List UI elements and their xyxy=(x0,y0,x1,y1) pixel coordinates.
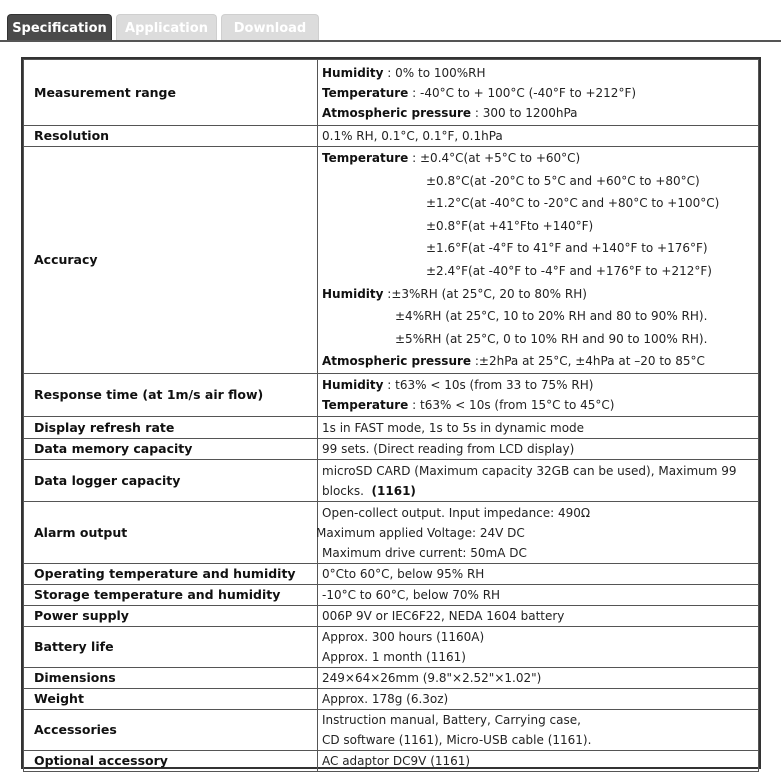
humidity-label: Humidity xyxy=(322,378,384,392)
tab-specification[interactable]: Specification xyxy=(7,14,112,40)
accuracy-line: :±2hPa at 25°C, ±4hPa at –20 to 85°C xyxy=(471,354,705,369)
row-label: Weight xyxy=(24,689,318,710)
response-line: : t63% < 10s (from 33 to 75% RH) xyxy=(383,378,594,392)
row-label: Response time (at 1m/s air flow) xyxy=(24,374,318,417)
row-value: 99 sets. (Direct reading from LCD display) xyxy=(318,439,759,460)
table-row xyxy=(24,439,759,460)
accuracy-line: ±0.8°C(at -20°C to 5°C and +60°C to +80°C) xyxy=(426,173,700,188)
tab-underline xyxy=(0,40,781,42)
row-label: Operating temperature and humidity xyxy=(24,564,318,585)
response-line: : t63% < 10s (from 15°C to 45°C) xyxy=(408,398,615,412)
tab-application[interactable]: Application xyxy=(116,14,217,40)
table-row xyxy=(24,460,759,502)
row-label: Accessories xyxy=(24,710,318,751)
accuracy-line: ±2.4°F(at -40°F to -4°F and +176°F to +212°F) xyxy=(426,264,712,278)
accuracy-line: :±3%RH (at 25°C, 20 to 80% RH) xyxy=(383,286,587,301)
battery-line: Approx. 300 hours (1160A) xyxy=(322,630,485,644)
accuracy-line: : ±0.4°C(at +5°C to +60°C) xyxy=(408,151,581,166)
row-value xyxy=(318,147,759,374)
alarm-line: Open-collect output. Input impedance: 490Ω xyxy=(322,505,591,520)
temperature-label: Temperature xyxy=(322,151,409,166)
accessory-line: CD software (1161), Micro-USB cable (1161). xyxy=(322,733,592,747)
table-row xyxy=(24,668,759,689)
row-label: Storage temperature and humidity xyxy=(24,585,318,606)
row-value xyxy=(318,627,759,668)
alarm-line: Maximum applied Voltage: 24V DC xyxy=(316,525,525,540)
tab-bar xyxy=(0,0,781,42)
table-row xyxy=(24,374,759,417)
row-value xyxy=(318,710,759,751)
accuracy-line: ±1.6°F(at -4°F to 41°F and +140°F to +176°F) xyxy=(426,241,708,256)
row-value xyxy=(318,374,759,417)
alarm-line: Maximum drive current: 50mA DC xyxy=(322,545,527,560)
table-row xyxy=(24,564,759,585)
row-label: Power supply xyxy=(24,606,318,627)
row-value: 0.1% RH, 0.1°C, 0.1°F, 0.1hPa xyxy=(318,126,759,147)
accuracy-line: ±4%RH (at 25°C, 10 to 20% RH and 80 to 90% RH). xyxy=(395,309,708,324)
row-value xyxy=(318,460,759,502)
row-value: 006P 9V or IEC6F22, NEDA 1604 battery xyxy=(318,606,759,627)
table-row xyxy=(24,60,759,126)
specification-table xyxy=(23,59,759,772)
table-row xyxy=(24,710,759,751)
table-row xyxy=(24,126,759,147)
accuracy-line: ±1.2°C(at -40°C to -20°C and +80°C to +100°C) xyxy=(426,196,720,211)
row-label: Dimensions xyxy=(24,668,318,689)
specification-panel xyxy=(21,57,761,769)
accessory-line: Instruction manual, Battery, Carrying case, xyxy=(322,713,581,727)
row-label: Alarm output xyxy=(24,502,318,564)
row-value: 1s in FAST mode, 1s to 5s in dynamic mode xyxy=(318,417,759,439)
humidity-label: Humidity xyxy=(322,65,384,80)
table-row xyxy=(24,751,759,772)
table-row xyxy=(24,147,759,374)
row-value: 249×64×26mm (9.8"×2.52"×1.02") xyxy=(318,668,759,689)
row-value: AC adaptor DC9V (1161) xyxy=(318,751,759,772)
row-value: Approx. 178g (6.3oz) xyxy=(318,689,759,710)
temperature-range: : -40°C to + 100°C (-40°F to +212°F) xyxy=(408,85,637,100)
table-row xyxy=(24,417,759,439)
row-value xyxy=(318,60,759,126)
temperature-label: Temperature xyxy=(322,85,409,100)
table-row xyxy=(24,689,759,710)
pressure-label: Atmospheric pressure xyxy=(322,354,472,369)
row-label: Resolution xyxy=(24,126,318,147)
logger-line: blocks. xyxy=(322,483,364,498)
row-label: Measurement range xyxy=(24,60,318,126)
row-value xyxy=(318,502,759,564)
humidity-label: Humidity xyxy=(322,286,384,301)
accuracy-line: ±0.8°F(at +41°Fto +140°F) xyxy=(426,218,594,233)
table-row xyxy=(24,585,759,606)
row-value: 0°Cto 60°C, below 95% RH xyxy=(318,564,759,585)
row-label: Optional accessory xyxy=(24,751,318,772)
pressure-label: Atmospheric pressure xyxy=(322,105,472,120)
temperature-label: Temperature xyxy=(322,398,409,412)
table-row xyxy=(24,606,759,627)
row-label: Accuracy xyxy=(24,147,318,374)
row-label: Display refresh rate xyxy=(24,417,318,439)
pressure-range: : 300 to 1200hPa xyxy=(471,105,578,120)
row-label: Data logger capacity xyxy=(24,460,318,502)
row-label: Data memory capacity xyxy=(24,439,318,460)
battery-line: Approx. 1 month (1161) xyxy=(322,650,466,664)
row-value: -10°C to 60°C, below 70% RH xyxy=(318,585,759,606)
model-note: (1161) xyxy=(371,483,416,498)
table-row xyxy=(24,502,759,564)
table-row xyxy=(24,627,759,668)
accuracy-line: ±5%RH (at 25°C, 0 to 10% RH and 90 to 100% RH). xyxy=(395,331,708,346)
tab-download[interactable]: Download xyxy=(221,14,319,40)
logger-line: microSD CARD (Maximum capacity 32GB can be used), Maximum 99 xyxy=(322,463,737,478)
humidity-range: : 0% to 100%RH xyxy=(383,65,486,80)
row-label: Battery life xyxy=(24,627,318,668)
